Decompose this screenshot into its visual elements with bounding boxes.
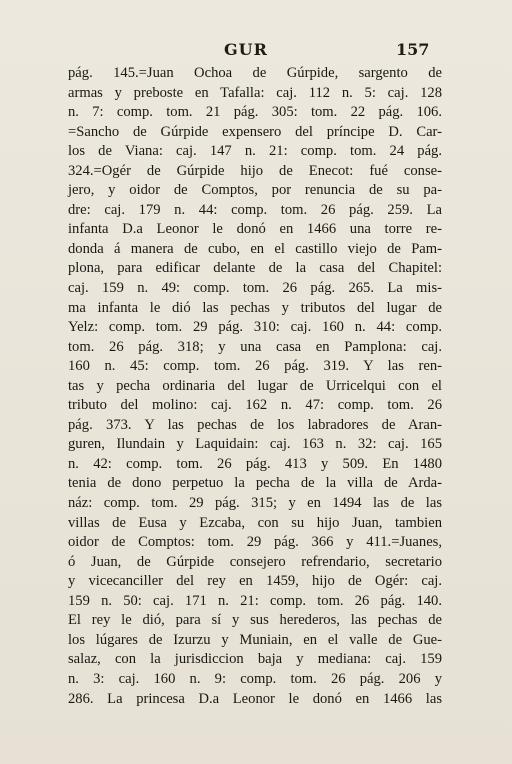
text-line: tenia de dono perpetuo la pecha de la villa de Arda- [68, 475, 442, 492]
text-line: villas de Eusa y Ezcaba, con su hijo Juan, tambien [68, 514, 442, 531]
text-line: n. 7: comp. tom. 21 pág. 305: tom. 22 pág. 106. [68, 104, 442, 121]
text-line: 286. La princesa D.a Leonor le donó en 1466 las [68, 690, 442, 707]
text-line: 159 n. 50: caj. 171 n. 21: comp. tom. 26 pág. 140. [68, 592, 442, 609]
text-line: salaz, con la jurisdiccion baja y mediana: caj. 159 [68, 651, 442, 668]
text-line: 160 n. 45: comp. tom. 26 pág. 319. Y las ren- [68, 358, 442, 375]
text-line: donda á manera de cubo, en el castillo viejo de Pam- [68, 240, 442, 257]
text-line: ó Juan, de Gúrpide consejero refrendario, secretario [68, 553, 442, 570]
text-line: tributo del molino: caj. 162 n. 47: comp. tom. 26 [68, 397, 442, 414]
text-line: n. 3: caj. 160 n. 9: comp. tom. 26 pág. 206 y [68, 670, 442, 687]
text-line: oidor de Comptos: tom. 29 pág. 366 y 411.=Juanes, [68, 534, 442, 551]
text-line: guren, Ilundain y Laquidain: caj. 163 n. 32: caj. 165 [68, 436, 442, 453]
body-text [68, 64, 442, 709]
text-line: =Sancho de Gúrpide expensero del príncipe D. Car- [68, 123, 442, 140]
text-line: armas y preboste en Tafalla: caj. 112 n. 5: caj. 128 [68, 84, 442, 101]
text-line: caj. 159 n. 49: comp. tom. 26 pág. 265. La mis- [68, 280, 442, 297]
page-header [0, 40, 512, 64]
text-line: náz: comp. tom. 29 pág. 315; y en 1494 las de las [68, 495, 442, 512]
text-line: tom. 26 pág. 318; y una casa en Pamplona: caj. [68, 338, 442, 355]
text-line: 324.=Ogér de Gúrpide hijo de Enecot: fué conse- [68, 162, 442, 179]
text-line: ma infanta le dió las pechas y tributos del lugar de [68, 299, 442, 316]
text-line: n. 42: comp. tom. 26 pág. 413 y 509. En 1480 [68, 455, 442, 472]
text-line: plona, para edificar delante de la casa del Chapitel: [68, 260, 442, 277]
text-line: jero, y oidor de Comptos, por renuncia de su pa- [68, 182, 442, 199]
text-line: dre: caj. 179 n. 44: comp. tom. 26 pág. 259. La [68, 201, 442, 218]
text-line: infanta D.a Leonor le donó en 1466 una torre re- [68, 221, 442, 238]
running-head: GUR [224, 40, 268, 59]
text-line: los de Viana: caj. 147 n. 21: comp. tom. 24 pág. [68, 143, 442, 160]
text-line: pág. 373. Y las pechas de los labradores de Aran- [68, 416, 442, 433]
text-line: y vicecanciller del rey en 1459, hijo de Ogér: caj. [68, 573, 442, 590]
page-number: 157 [396, 40, 430, 59]
text-line: los lúgares de Izurzu y Muniain, en el valle de Gue- [68, 631, 442, 648]
text-line: El rey le dió, para sí y sus herederos, las pechas de [68, 612, 442, 629]
text-line: tas y pecha ordinaria del lugar de Urricelqui con el [68, 377, 442, 394]
text-line: pág. 145.=Juan Ochoa de Gúrpide, sargento de [68, 65, 442, 81]
text-line: Yelz: comp. tom. 29 pág. 310: caj. 160 n. 44: comp. [68, 319, 442, 336]
